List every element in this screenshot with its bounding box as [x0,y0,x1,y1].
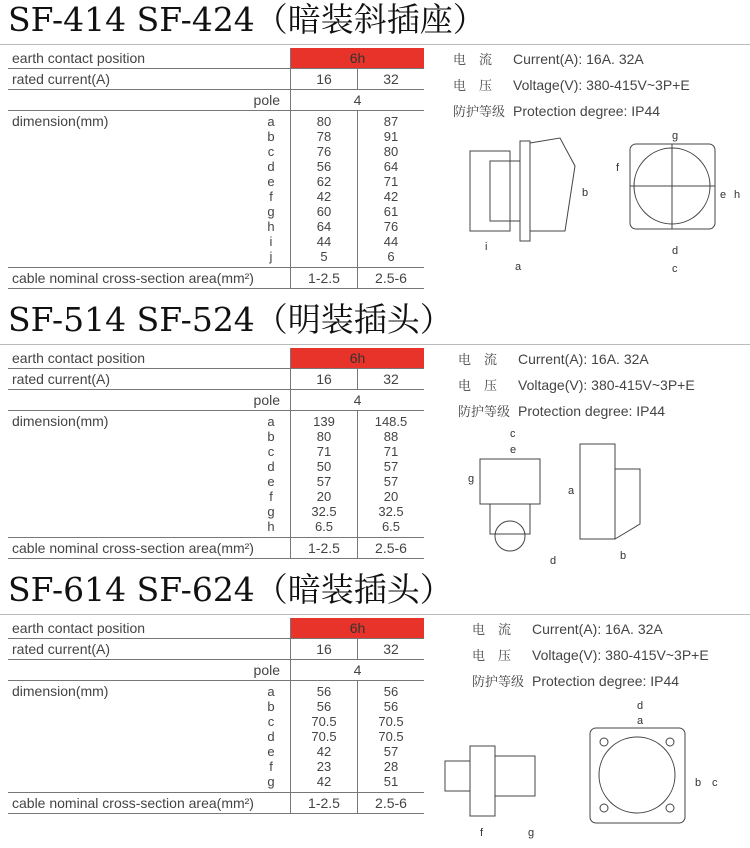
spec-line [458,350,649,369]
dimension-value: 32.5 [378,504,404,519]
earth-contact-label: earth contact position [8,348,291,369]
cable-area-value: 2.5-6 [358,268,425,289]
diagram-dimension-label: d [672,245,679,257]
dimension-values-col16 [291,681,358,793]
diagram-dimension-label: f [616,162,620,174]
dimension-value: 56 [316,159,332,174]
pole-label: pole [8,390,291,411]
dimension-letter: b [267,699,275,714]
dimension-value: 28 [383,759,399,774]
dimension-values-col16 [291,111,358,268]
dimension-diagram [440,696,750,846]
dimension-letter: d [267,729,275,744]
dimension-letter: e [267,174,275,189]
table-row [8,639,424,660]
dimension-letter: h [267,219,275,234]
dimension-letters [264,411,278,537]
cable-area-value: 1-2.5 [291,538,358,559]
dimension-cell [8,411,291,538]
dimension-letters [264,111,278,267]
dimension-diagram [440,424,750,570]
dimension-letter: f [269,759,273,774]
diagram-dimension-label: d [637,700,644,712]
diagram-dimension-label: e [720,189,727,201]
dimension-value: 80 [383,144,399,159]
spec-label-cn: 防护等级 [453,104,506,119]
diagram-dimension-label: b [695,777,702,789]
spec-value: Voltage(V): 380-415V~3P+E [518,377,695,393]
pole-value: 4 [291,390,425,411]
earth-contact-value: 6h [291,48,425,69]
dimension-value: 42 [316,189,332,204]
pole-label: pole [8,90,291,111]
diagram-dimension-label: g [528,827,535,839]
dimension-value: 62 [316,174,332,189]
rated-current-value: 32 [358,369,425,390]
dimension-value: 148.5 [374,414,408,429]
dimension-value: 88 [383,429,399,444]
diagram-outline [445,761,470,791]
diagram-dimension-label: f [480,827,484,839]
table-row [8,660,424,681]
diagram-outline [615,469,640,539]
spec-value: Protection degree: IP44 [513,103,661,119]
dimension-value: 56 [383,699,399,714]
table-row [8,90,424,111]
spec-line [472,646,709,665]
dimension-value: 61 [383,204,399,219]
spec-label-cn: 电 流 [472,622,512,637]
table-row [8,793,424,814]
dimension-value: 139 [313,414,335,429]
diagram-dimension-label: a [637,715,644,727]
dimension-value: 23 [316,759,332,774]
table-row [8,69,424,90]
diagram-outline [495,756,535,796]
dimension-value: 6.5 [381,519,401,534]
dimension-value: 87 [383,114,399,129]
spec-line [472,672,679,691]
dimension-value: 80 [316,114,332,129]
spec-value: Current(A): 16A. 32A [518,351,649,367]
dimension-letter: e [267,474,275,489]
dimension-value: 42 [316,774,332,789]
cable-area-label: cable nominal cross-section area(mm²) [8,538,291,559]
dimension-value: 70.5 [378,729,404,744]
rated-current-value: 32 [358,69,425,90]
spec-label-cn: 防护等级 [472,674,525,689]
diagram-dimension-label: d [550,555,557,567]
dimension-value: 78 [316,129,332,144]
cable-area-label: cable nominal cross-section area(mm²) [8,793,291,814]
pole-label: pole [8,660,291,681]
dimension-cell [8,681,291,793]
dimension-letter: e [267,744,275,759]
rated-current-value: 16 [291,69,358,90]
dimension-value: 91 [383,129,399,144]
dimension-value: 76 [383,219,399,234]
spec-label-cn: 电 压 [472,648,512,663]
rated-current-label: rated current(A) [8,639,291,660]
table-row [8,348,424,369]
diagram-outline [480,459,540,504]
spec-line [458,402,665,421]
pole-value: 4 [291,90,425,111]
table-row [8,538,424,559]
dimension-letter: f [269,489,273,504]
dimension-value: 57 [383,744,399,759]
diagram-outline [490,161,520,221]
spec-value: Protection degree: IP44 [518,403,666,419]
dimension-values-col16 [291,411,358,538]
diagram-dimension-label: e [510,444,517,456]
dimension-value: 80 [316,429,332,444]
spec-line [472,620,663,639]
dimension-value: 70.5 [311,714,337,729]
spec-line [453,76,690,95]
section-title: SF-614 SF-624（暗装插头） [8,570,453,609]
diagram-dimension-label: a [568,485,575,497]
dimension-value: 20 [383,489,399,504]
diagram-outline [666,738,674,746]
dimension-value: 71 [316,444,332,459]
dimension-value: 64 [316,219,332,234]
section-title: SF-414 SF-424（暗装斜插座） [8,0,486,39]
table-row [8,48,424,69]
earth-contact-value: 6h [291,618,425,639]
dimension-letter: c [267,714,275,729]
section-title: SF-514 SF-524（明装插头） [8,300,453,339]
table-row [8,411,424,538]
dimension-value: 70.5 [378,714,404,729]
table-row [8,390,424,411]
dimension-value: 20 [316,489,332,504]
spec-label-cn: 电 压 [453,78,493,93]
dimension-letter: c [267,444,275,459]
spec-line [453,50,644,69]
dimension-value: 56 [316,684,332,699]
dimension-value: 6 [387,249,395,264]
dimension-letter: g [267,204,275,219]
dimension-values-col32 [358,681,425,793]
diagram-dimension-label: h [734,189,741,201]
dimension-value: 71 [383,174,399,189]
rated-current-label: rated current(A) [8,69,291,90]
rated-current-label: rated current(A) [8,369,291,390]
diagram-outline [530,138,575,231]
diagram-dimension-label: a [515,261,522,273]
spec-label-cn: 电 流 [453,52,493,67]
dimension-letter: g [267,504,275,519]
dimension-letter: d [267,459,275,474]
dimension-value: 57 [383,459,399,474]
dimension-value: 32.5 [311,504,337,519]
diagram-outline [495,521,525,551]
earth-contact-value: 6h [291,348,425,369]
dimension-label: dimension(mm) [12,683,109,699]
spec-label-cn: 电 流 [458,352,498,367]
dimension-cell [8,111,291,268]
divider [0,44,750,45]
diagram-dimension-label: g [468,473,475,485]
diagram-dimension-label: c [510,428,516,440]
diagram-outline [600,738,608,746]
diagram-dimension-label: c [712,777,718,789]
spec-label-cn: 防护等级 [458,404,511,419]
cable-area-label: cable nominal cross-section area(mm²) [8,268,291,289]
dimension-value: 57 [316,474,332,489]
dimension-value: 57 [383,474,399,489]
dimension-letter: b [267,429,275,444]
dimension-letter: h [267,519,275,534]
dimension-letter: b [267,129,275,144]
dimension-value: 71 [383,444,399,459]
diagram-dimension-label: b [620,550,627,562]
cable-area-value: 1-2.5 [291,793,358,814]
dimension-value: 6.5 [314,519,334,534]
dimension-value: 5 [320,249,328,264]
dimension-values-col32 [358,111,425,268]
dimension-value: 56 [383,684,399,699]
spec-line [458,376,695,395]
dimension-value: 56 [316,699,332,714]
dimension-value: 76 [316,144,332,159]
diagram-dimension-label: i [485,241,488,253]
dimension-value: 60 [316,204,332,219]
divider [0,614,750,615]
spec-value: Protection degree: IP44 [532,673,680,689]
diagram-outline [600,804,608,812]
dimension-label: dimension(mm) [12,113,109,129]
dimension-letter: a [267,414,275,429]
table-row [8,111,424,268]
dimension-value: 44 [383,234,399,249]
dimension-letter: g [267,774,275,789]
rated-current-value: 16 [291,369,358,390]
spec-value: Current(A): 16A. 32A [532,621,663,637]
dimension-letter: a [267,114,275,129]
diagram-dimension-label: b [582,187,589,199]
spec-line [453,102,660,121]
cable-area-value: 1-2.5 [291,268,358,289]
spec-value: Current(A): 16A. 32A [513,51,644,67]
dimension-letter: d [267,159,275,174]
dimension-value: 51 [383,774,399,789]
pole-value: 4 [291,660,425,681]
dimension-letters [264,681,278,792]
dimension-values-col32 [358,411,425,538]
dimension-value: 44 [316,234,332,249]
diagram-outline [520,141,530,241]
rated-current-value: 16 [291,639,358,660]
diagram-dimension-label: c [672,263,678,275]
divider [0,344,750,345]
earth-contact-label: earth contact position [8,618,291,639]
dimension-letter: c [267,144,275,159]
diagram-outline [590,728,685,823]
dimension-letter: f [269,189,273,204]
rated-current-value: 32 [358,639,425,660]
table-row [8,268,424,289]
table-row [8,681,424,793]
spec-table [8,618,424,814]
cable-area-value: 2.5-6 [358,793,425,814]
table-row [8,618,424,639]
dimension-letter: i [269,234,273,249]
dimension-value: 42 [316,744,332,759]
dimension-value: 42 [383,189,399,204]
dimension-value: 70.5 [311,729,337,744]
diagram-outline [599,737,675,813]
dimension-label: dimension(mm) [12,413,109,429]
table-row [8,369,424,390]
diagram-outline [580,444,615,539]
spec-label-cn: 电 压 [458,378,498,393]
dimension-letter: j [269,249,273,264]
spec-value: Voltage(V): 380-415V~3P+E [513,77,690,93]
spec-value: Voltage(V): 380-415V~3P+E [532,647,709,663]
diagram-outline [666,804,674,812]
earth-contact-label: earth contact position [8,48,291,69]
cable-area-value: 2.5-6 [358,538,425,559]
diagram-outline [470,746,495,816]
dimension-value: 64 [383,159,399,174]
dimension-diagram [440,126,750,276]
spec-table [8,48,424,289]
dimension-letter: a [267,684,275,699]
dimension-value: 50 [316,459,332,474]
diagram-dimension-label: g [672,130,679,142]
spec-table [8,348,424,559]
